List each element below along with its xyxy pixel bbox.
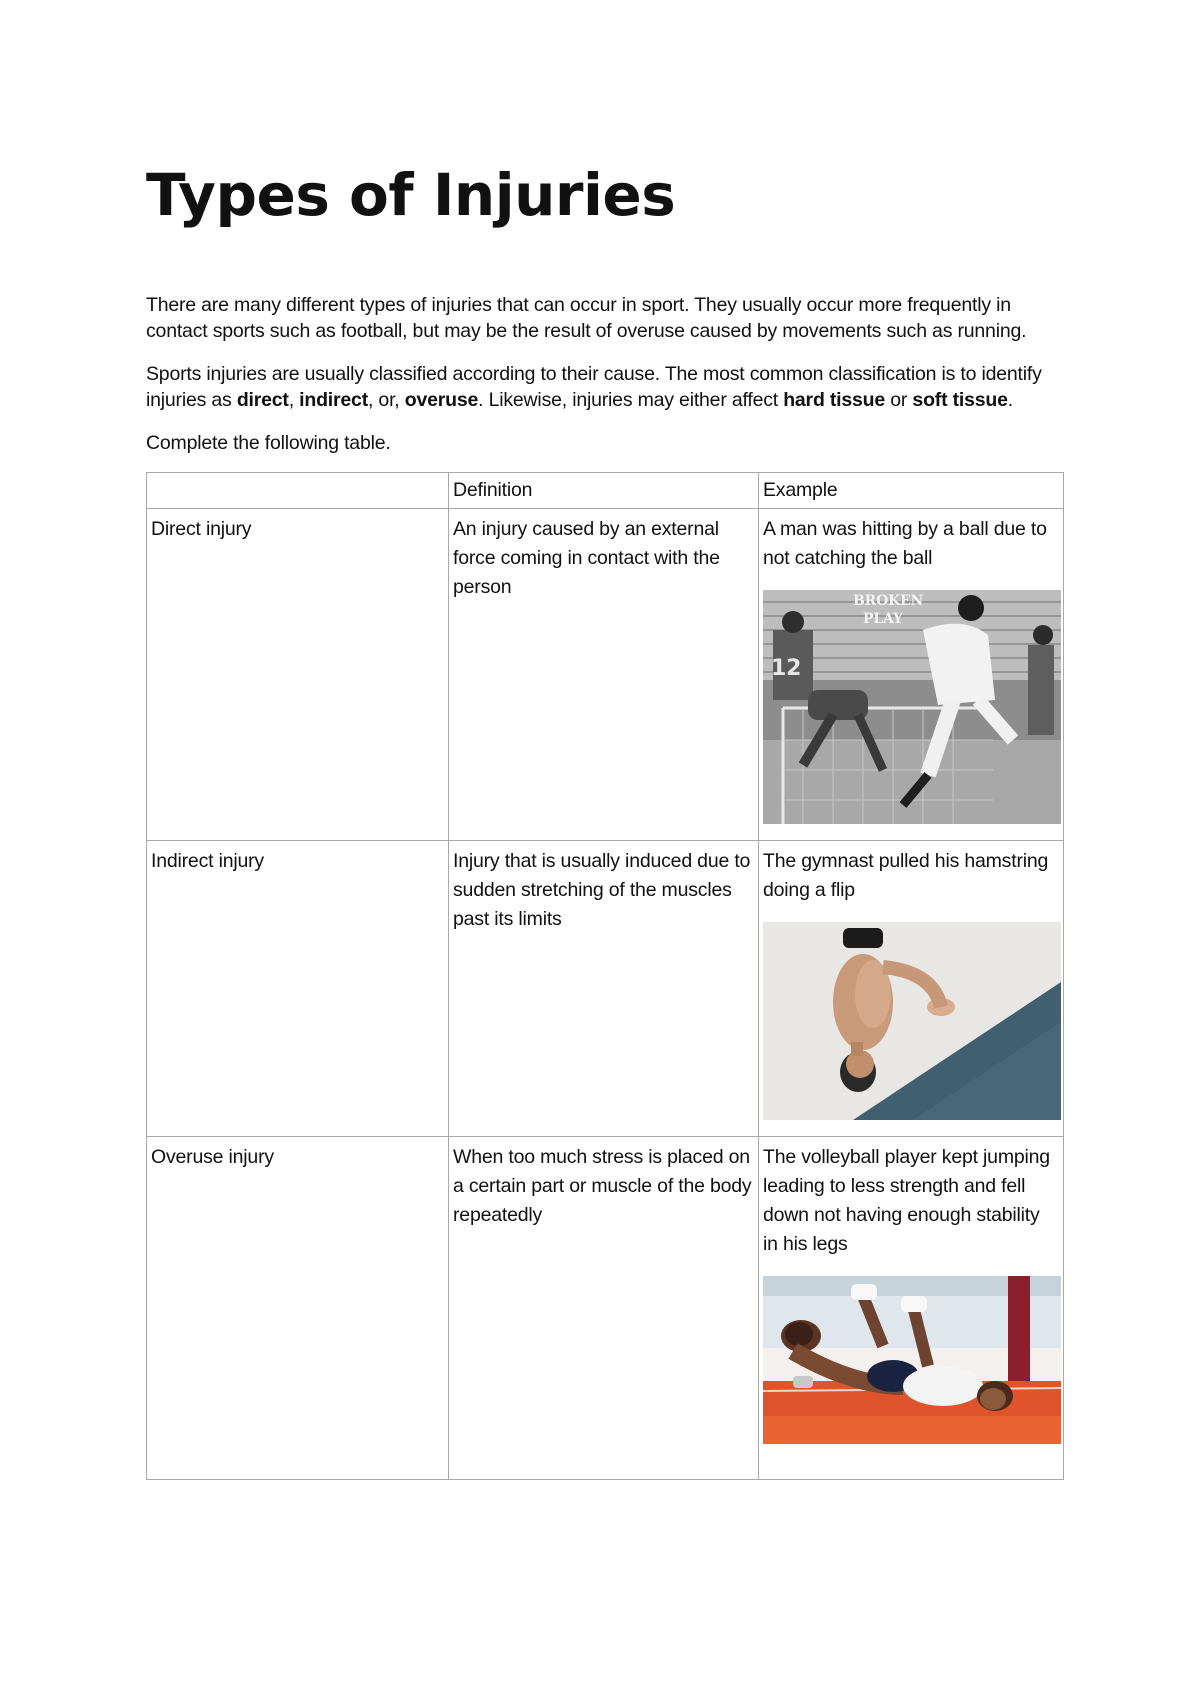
table-header-row (147, 473, 1064, 509)
classification-text-end: . (1007, 389, 1013, 411)
example-text: A man was hitting by a ball due to not catching the ball (763, 518, 1047, 569)
example-cell (759, 1137, 1064, 1480)
example-cell (759, 509, 1064, 841)
term-overuse: overuse (404, 389, 479, 411)
injury-type-cell: Direct injury (147, 509, 449, 841)
volleyball-fall-photo (763, 1276, 1061, 1444)
header-cell-example: Example (759, 473, 1064, 509)
table-row (147, 509, 1064, 841)
definition-cell: Injury that is usually induced due to sudden stretching of the muscles past its limits (449, 841, 759, 1137)
injury-table (146, 472, 1064, 1480)
separator: , (288, 389, 300, 411)
jersey-number: 12 (771, 656, 802, 681)
football-collision-photo (763, 590, 1061, 824)
header-cell-definition: Definition (449, 473, 759, 509)
injury-type-cell: Indirect injury (147, 841, 449, 1137)
term-hard-tissue: hard tissue (783, 389, 886, 411)
page-title: Types of Injuries (146, 161, 676, 229)
document-page (146, 160, 1062, 1480)
classification-text-before: Sports injuries are usually classified according to their cause. The most common classification is to identify injuries as (146, 363, 1042, 411)
example-text: The volleyball player kept jumping leading to less strength and fell down not having enough stability in his legs (763, 1146, 1050, 1255)
instruction-text: Complete the following table. (146, 432, 391, 454)
header-cell-empty (147, 473, 449, 509)
term-direct: direct (236, 389, 289, 411)
definition-cell: An injury caused by an external force coming in contact with the person (449, 509, 759, 841)
example-cell (759, 841, 1064, 1137)
separator: , or, (368, 389, 405, 411)
term-indirect: indirect (299, 389, 368, 411)
table-row (147, 1137, 1064, 1480)
classification-text-middle: . Likewise, injuries may either affect (478, 389, 784, 411)
classification-paragraph (146, 361, 1062, 413)
separator: or (885, 389, 913, 411)
definition-cell: When too much stress is placed on a certain part or muscle of the body repeatedly (449, 1137, 759, 1480)
example-text: The gymnast pulled his hamstring doing a flip (763, 850, 1049, 901)
term-soft-tissue: soft tissue (912, 389, 1008, 411)
intro-paragraph: There are many different types of injuries that can occur in sport. They usually occur more frequently in contact sports such as football, but may be the result of overuse caused by movements such as running. (146, 294, 1027, 342)
photo-caption-line: PLAY (863, 611, 903, 627)
table-row (147, 841, 1064, 1137)
injury-type-cell: Overuse injury (147, 1137, 449, 1480)
photo-caption-line: BROKEN (853, 593, 924, 609)
gymnast-flip-photo (763, 922, 1061, 1120)
